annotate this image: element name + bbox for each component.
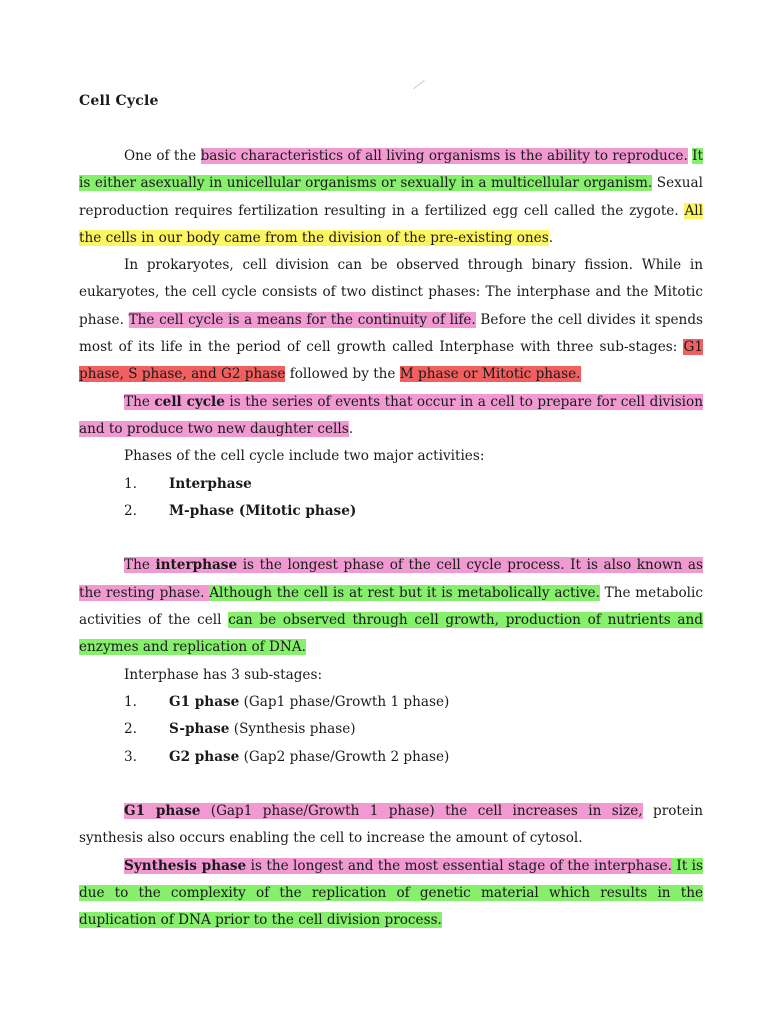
text-run: . [348,420,354,437]
text-run: The [124,393,155,410]
bold-term: Synthesis phase [124,857,247,874]
list-number: 1. [124,475,137,492]
highlight-red: G1 phase, S phase, and G2 phase [79,339,703,383]
bold-term: G1 phase [169,693,240,710]
list-item [79,471,703,498]
text-run: One of the [124,148,201,164]
list-item [79,744,703,771]
text-run: (Synthesis phase) [229,721,356,738]
highlight-yellow: All the cells in our body came from the division of the pre-existing ones [79,202,703,246]
text-run: followed by the [285,366,400,383]
text-run: is the longest and the most essential stage of the interphase. [246,857,673,874]
highlight-pink [124,858,672,874]
text-run: is the series of events that occur in a cell to prepare for cell division and to produce two new daughter cells [79,393,703,437]
bold-term: G1 phase [124,803,201,820]
bold-term: S-phase [169,721,230,738]
highlight-pink [124,803,643,819]
list-item [79,498,703,525]
bold-term: cell cycle [154,393,225,410]
paragraph-interphase [79,552,703,661]
list-number: 2. [124,502,137,519]
list-number: 3. [124,748,137,765]
text-run: Sexual reproduction requires fertilization resulting in a fertilized egg cell called the zygote. [79,175,703,219]
text-run: (Gap2 phase/Growth 2 phase) [239,748,450,765]
highlight-pink: The cell cycle is a means for the continuity of life. [128,311,476,328]
paragraph-phases-intro: Phases of the cell cycle include two major activities: [124,448,485,465]
paragraph-cell-cycle-definition [79,389,703,444]
document-title: Cell Cycle [79,93,159,109]
list-item [79,689,703,716]
paragraph-reproduction [79,143,703,252]
document-body [79,143,703,935]
highlight-pink: basic characteristics of all living organisms is the ability to reproduce. [200,148,688,164]
text-run: Before the cell divides it spends most of its life in the period of cell growth called Interphase with three sub-stages: [79,311,703,356]
list-text [169,716,356,743]
text-run: (Gap1 phase/Growth 1 phase) [239,693,450,710]
text-run: . [548,229,554,246]
list-text [169,689,449,716]
bold-term: G2 phase [169,748,240,765]
paragraph-g1-phase [79,798,703,853]
list-number: 1. [124,693,137,710]
list-text [169,744,449,771]
list-text: Interphase [169,475,252,492]
list-text: M-phase (Mitotic phase) [169,502,357,519]
text-run: protein synthesis also occurs enabling the cell to increase the amount of cytosol. [79,803,703,847]
highlight-green: Although the cell is at rest but it is metabolically active. [209,584,600,601]
paragraph-substages-intro: Interphase has 3 sub-stages: [124,666,323,683]
list-item [79,716,703,743]
paragraph-prokaryotes [79,252,703,388]
text-run: The [124,557,156,574]
text-run: (Gap1 phase/Growth 1 phase) the cell increases in size, [200,803,643,820]
stray-mark [413,80,425,89]
highlight-pink [79,394,703,437]
highlight-green: can be observed through cell growth, production of nutrients and enzymes and replication of DNA. [79,612,703,656]
highlight-green: It is due to the complexity of the replication of genetic material which results in the duplication of DNA prior to the cell division process. [79,857,703,929]
text-run: In prokaryotes, cell division can be observed through binary fission. While in eukaryotes, the cell cycle consists of two distinct phases: The interphase and the Mitotic phase. [79,257,703,328]
text-run: The metabolic activities of the cell [79,584,703,629]
list-number: 2. [124,721,137,738]
highlight-green: It is either asexually in unicellular organisms or sexually in a multicellular organism. [79,148,704,192]
paragraph-synthesis-phase [79,853,703,935]
bold-term: interphase [155,557,238,574]
text-run: is the longest phase of the cell cycle process. It is also known as the resting phase. [79,557,703,601]
highlight-red: M phase or Mitotic phase. [399,366,581,383]
